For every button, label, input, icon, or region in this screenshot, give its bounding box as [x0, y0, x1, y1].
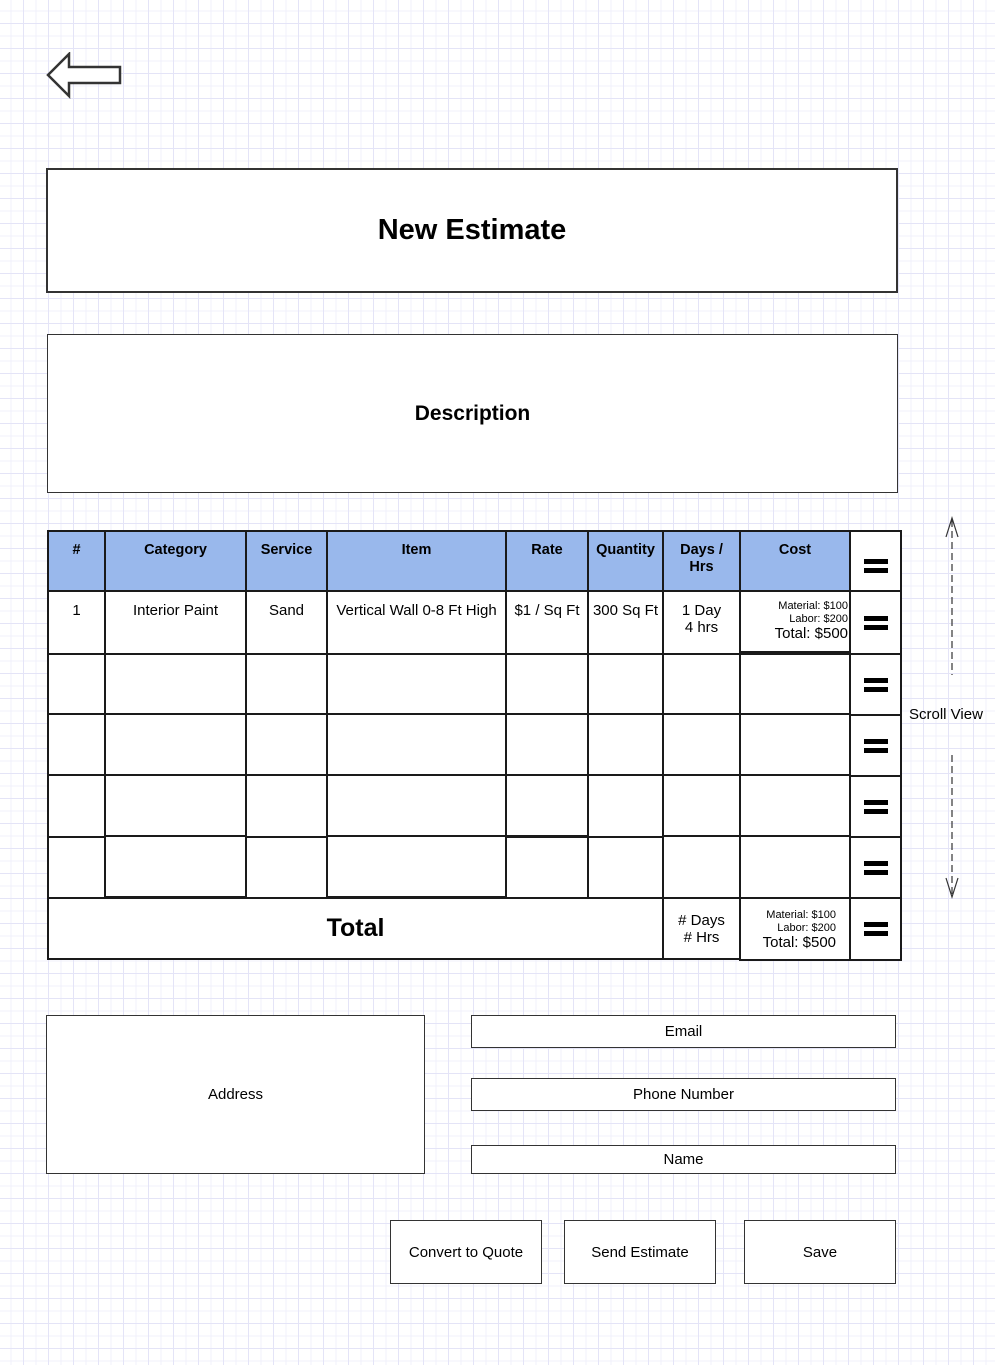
table-row-3-category[interactable]: [104, 713, 247, 776]
table-row-3-number[interactable]: [47, 713, 106, 776]
row-3-drag-handle[interactable]: [849, 714, 902, 777]
cell-text: $1 / Sq Ft: [514, 602, 580, 619]
drag-handle-icon: [864, 861, 888, 875]
table-row-5-item[interactable]: [326, 835, 507, 898]
row-4-drag-handle[interactable]: [849, 775, 902, 838]
total-days: # Days: [678, 912, 725, 929]
row-1-drag-handle[interactable]: [849, 590, 902, 655]
column-header-label: Days /: [680, 542, 723, 558]
row-2-drag-handle[interactable]: [849, 653, 902, 716]
drag-handle-icon: [864, 739, 888, 753]
table-row-5-quantity[interactable]: [587, 836, 664, 899]
cost-labor: Labor: $200: [777, 922, 836, 934]
cell-text: 300 Sq Ft: [592, 602, 659, 619]
column-header-label: Item: [401, 542, 432, 558]
table-row-4-quantity[interactable]: [587, 774, 664, 838]
table-row-1-number[interactable]: [47, 590, 106, 655]
table-row-3-item[interactable]: [326, 713, 507, 776]
address-field[interactable]: [46, 1015, 425, 1174]
column-header-item: [326, 530, 507, 592]
table-row-5-rate[interactable]: [505, 836, 589, 900]
description-placeholder: Description: [414, 401, 531, 425]
table-row-4-item[interactable]: [326, 774, 507, 837]
column-header-quantity: [587, 530, 664, 592]
table-row-1-rate[interactable]: [505, 590, 589, 655]
cell-text: Vertical Wall 0-8 Ft High: [336, 602, 497, 619]
convert-to-quote-button[interactable]: [390, 1220, 542, 1284]
total-cost: [739, 897, 851, 961]
table-row-1-quantity[interactable]: [587, 590, 664, 655]
table-row-4-category[interactable]: [104, 774, 247, 837]
phone-number-field[interactable]: [471, 1078, 896, 1111]
scroll-view-label: Scroll View: [909, 706, 983, 723]
table-row-1-cost[interactable]: [739, 590, 851, 653]
cell-text: 1: [72, 602, 81, 619]
column-header-label: Hrs: [689, 559, 714, 575]
table-row-5-days-hrs[interactable]: [662, 835, 741, 899]
table-row-1-item[interactable]: [326, 590, 507, 655]
phone-number-placeholder: Phone Number: [633, 1086, 734, 1103]
table-row-3-rate[interactable]: [505, 713, 589, 776]
column-header-label: Service: [260, 542, 313, 558]
table-row-2-days-hrs[interactable]: [662, 653, 741, 715]
table-row-4-rate[interactable]: [505, 774, 589, 837]
name-placeholder: Name: [663, 1151, 704, 1168]
table-row-1-category[interactable]: [104, 590, 247, 655]
table-row-5-cost[interactable]: [739, 835, 851, 899]
drag-handle-icon: [864, 559, 888, 573]
cost-total: Total: $500: [774, 625, 848, 642]
table-row-2-number[interactable]: [47, 653, 106, 715]
save-button[interactable]: [744, 1220, 896, 1284]
column-header-service: [245, 530, 328, 592]
send-estimate-label: Send Estimate: [591, 1243, 689, 1261]
scroll-view-annotation: [900, 510, 995, 910]
table-row-1-service[interactable]: [245, 590, 328, 655]
total-row-drag-handle[interactable]: [849, 897, 902, 961]
column-header-label: Quantity: [596, 542, 655, 558]
total-days-hrs: [662, 897, 741, 960]
page-title-text: New Estimate: [377, 214, 567, 246]
drag-handle-icon: [864, 616, 888, 630]
table-row-2-service[interactable]: [245, 653, 328, 715]
cell-text: Interior Paint: [132, 602, 219, 619]
column-header-category: [104, 530, 247, 592]
table-row-2-item[interactable]: [326, 653, 507, 715]
header-drag-handle[interactable]: [849, 530, 902, 592]
column-header-cost: [739, 530, 851, 592]
table-row-1-days-hrs[interactable]: [662, 590, 741, 655]
table-row-4-days-hrs[interactable]: [662, 774, 741, 837]
email-placeholder: Email: [664, 1023, 703, 1040]
address-placeholder: Address: [207, 1086, 264, 1103]
column-header-label: Category: [144, 542, 207, 558]
row-5-drag-handle[interactable]: [849, 836, 902, 899]
column-header-label: Rate: [531, 542, 563, 558]
table-row-3-quantity[interactable]: [587, 713, 664, 776]
cell-text: 1 Day: [681, 602, 722, 619]
table-row-3-service[interactable]: [245, 713, 328, 776]
column-header-days-hrs: [662, 530, 741, 592]
table-row-2-category[interactable]: [104, 653, 247, 715]
column-header-label: Cost: [778, 542, 812, 558]
column-header-rate: [505, 530, 589, 592]
table-row-5-category[interactable]: [104, 835, 247, 898]
table-row-5-service[interactable]: [245, 836, 328, 900]
save-label: Save: [802, 1243, 838, 1261]
cell-text: Sand: [268, 602, 305, 619]
table-row-2-quantity[interactable]: [587, 653, 664, 715]
drag-handle-icon: [864, 678, 888, 692]
email-field[interactable]: [471, 1015, 896, 1048]
table-row-4-number[interactable]: [47, 774, 106, 838]
cost-material: Material: $100: [766, 909, 836, 921]
table-row-2-rate[interactable]: [505, 653, 589, 715]
cost-material: Material: $100: [778, 600, 848, 612]
table-row-4-cost[interactable]: [739, 774, 851, 837]
cost-total: Total: $500: [762, 934, 836, 951]
drag-handle-icon: [864, 800, 888, 814]
drag-handle-icon: [864, 922, 888, 936]
table-row-3-cost[interactable]: [739, 713, 851, 776]
column-header-number: [47, 530, 106, 592]
cost-labor: Labor: $200: [789, 613, 848, 625]
total-label-text: Total: [326, 914, 385, 942]
table-row-4-service[interactable]: [245, 774, 328, 838]
send-estimate-button[interactable]: [564, 1220, 716, 1284]
cell-text: 4 hrs: [684, 619, 719, 636]
table-row-5-number[interactable]: [47, 836, 106, 899]
table-row-3-days-hrs[interactable]: [662, 713, 741, 776]
convert-to-quote-label: Convert to Quote: [408, 1243, 524, 1261]
column-header-label: #: [72, 542, 81, 558]
name-field[interactable]: [471, 1145, 896, 1174]
total-row-label: [47, 897, 664, 960]
total-hrs: # Hrs: [683, 929, 720, 946]
table-row-2-cost[interactable]: [739, 653, 851, 715]
